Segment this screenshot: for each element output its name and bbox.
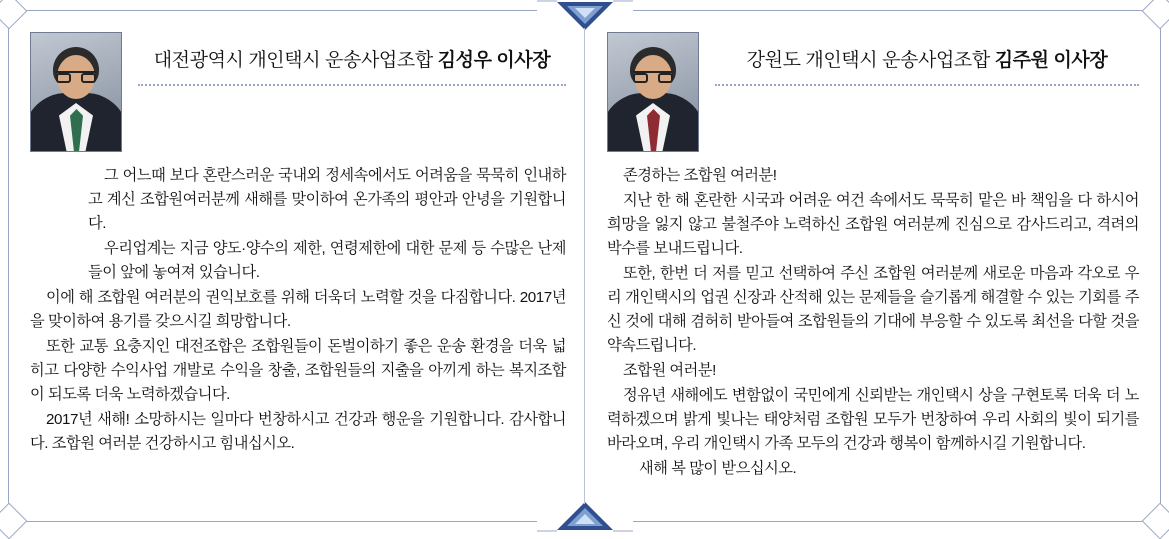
paragraph: 또한 교통 요충지인 대전조합은 조합원들이 돈벌이하기 좋은 운송 환경을 더욱 넓히고 다양한 수익사업 개발로 수익을 창출, 조합원들의 지출을 아끼게 하는 복지조합이 되도록 더욱 노력하겠습니다. — [30, 338, 566, 404]
greeting-body-daejeon — [30, 164, 566, 456]
glasses-icon — [56, 71, 96, 82]
title-block — [122, 32, 566, 86]
paragraph: 이에 해 조합원 여러분의 권익보호를 위해 더욱더 노력할 것을 다짐합니다. 2017년을 맞이하여 용기를 갖으시길 희망합니다. — [30, 289, 566, 331]
paragraph: 정유년 새해에도 변함없이 국민에게 신뢰받는 개인택시 상을 구현토록 더욱 더 노력하겠으며 밝게 빛나는 태양처럼 조합원 모두가 번창하여 우리 사회의 빛이 되기를 바라오며, 우리 개인택시 가족 모두의 건강과 행복이 함께하시길 기원합니다. — [607, 387, 1139, 453]
column-header — [607, 32, 1139, 152]
paragraph: 존경하는 조합원 여러분! — [623, 167, 777, 184]
column-header — [30, 32, 566, 152]
greeting-column-gangwon — [585, 10, 1161, 522]
portrait-photo-daejeon — [30, 32, 122, 152]
paragraph: 새해 복 많이 받으십시오. — [639, 460, 797, 478]
title-block — [699, 32, 1139, 86]
paragraph: 그 어느때 보다 혼란스러운 국내외 정세속에서도 어려움을 묵묵히 인내하고 계신 조합원여러분께 새해를 맞이하여 온가족의 평안과 안녕을 기원합니다. — [88, 167, 566, 233]
dotted-divider — [715, 84, 1139, 86]
paragraph: 지난 한 해 혼란한 시국과 어려운 여건 속에서도 묵묵히 맡은 바 책임을 다 하시어 희망을 잃지 않고 불철주야 노력하신 조합원 여러분께 진심으로 감사드리고, 격려의 박수를 보내드립니다. — [607, 192, 1139, 258]
portrait-photo-gangwon — [607, 32, 699, 152]
paragraph: 우리업계는 지금 양도·양수의 제한, 연령제한에 대한 문제 등 수많은 난제들이 앞에 놓여져 있습니다. — [88, 240, 566, 282]
paragraph: 조합원 여러분! — [623, 362, 716, 380]
greeting-body-gangwon — [607, 164, 1139, 481]
glasses-icon — [633, 71, 673, 82]
two-column-layout — [8, 10, 1161, 522]
paragraph: 또한, 한번 더 저를 믿고 선택하여 주신 조합원 여러분께 새로운 마음과 각오로 우리 개인택시의 업권 신장과 산적해 있는 문제들을 슬기롭게 해결할 수 있는 기회를 주신 것에 대해 겸허히 받아들여 조합원들의 기대에 부응할 수 있도록 최선을 다할 것을 약속드립니다. — [607, 265, 1139, 355]
title-person: 김주원 이사장 — [994, 50, 1108, 71]
page-title-gangwon — [715, 48, 1139, 74]
title-person: 김성우 이사장 — [437, 50, 551, 71]
page-title-daejeon — [138, 48, 566, 74]
dotted-divider — [138, 84, 566, 86]
paragraph: 2017년 새해! 소망하시는 일마다 번창하시고 건강과 행운을 기원합니다. 감사합니다. 조합원 여러분 건강하시고 힘내십시오. — [30, 411, 566, 453]
title-organization: 강원도 개인택시 운송사업조합 — [746, 50, 990, 71]
greeting-column-daejeon — [8, 10, 584, 522]
title-organization: 대전광역시 개인택시 운송사업조합 — [153, 50, 433, 71]
